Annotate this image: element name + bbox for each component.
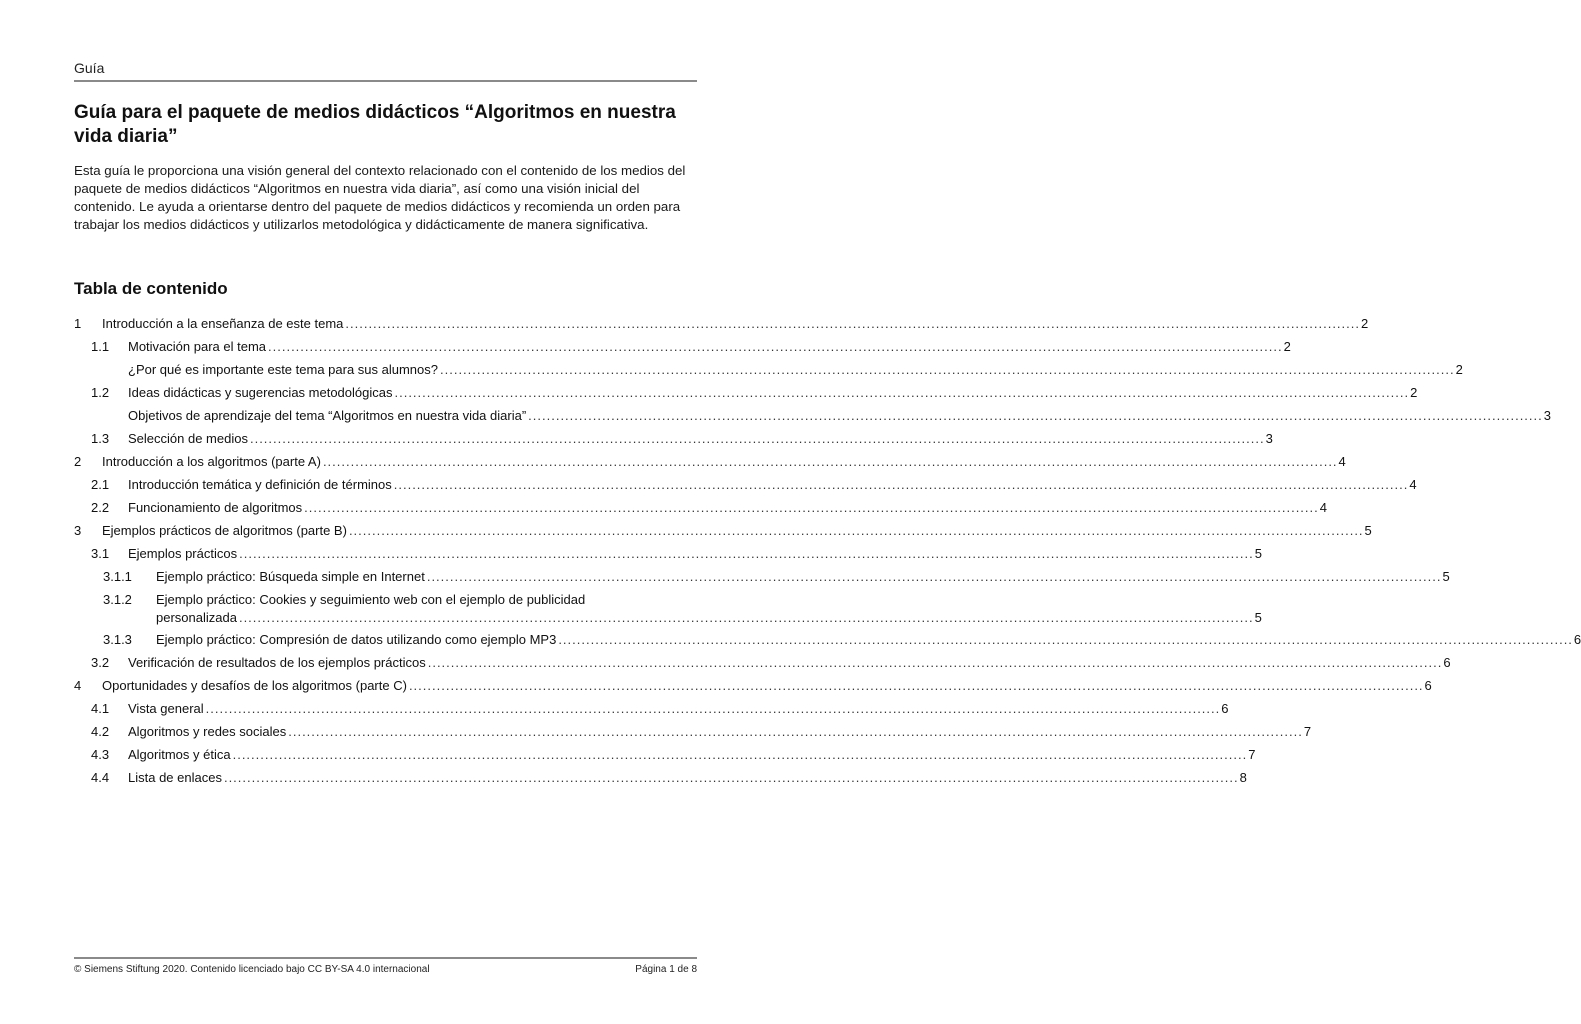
toc-entry-number: 3 bbox=[74, 523, 82, 538]
toc-dot-leader: ............................................................................................................................................................................................................................ bbox=[426, 569, 1442, 584]
toc-dot-leader: ............................................................................................................................................................................................................................ bbox=[528, 408, 1543, 423]
toc-entry[interactable] bbox=[74, 677, 1432, 695]
toc-entry-page: 8 bbox=[1239, 770, 1247, 785]
toc-entry[interactable] bbox=[74, 631, 1581, 649]
toc-dot-leader: ............................................................................................................................................................................................................................ bbox=[440, 362, 1455, 377]
toc-entry[interactable] bbox=[74, 384, 1418, 402]
toc-dot-leader: ............................................................................................................................................................................................................................ bbox=[408, 678, 1424, 693]
toc-entry[interactable] bbox=[74, 769, 1247, 787]
toc-entry[interactable] bbox=[74, 522, 1372, 540]
toc-entry-title: Introducción a la enseñanza de este tema bbox=[102, 316, 344, 331]
toc-entry[interactable] bbox=[74, 407, 1551, 425]
toc-dot-leader: ............................................................................................................................................................................................................................ bbox=[232, 747, 1248, 762]
toc-entry-page: 6 bbox=[1573, 632, 1581, 647]
toc-entry-title: Ejemplo práctico: Búsqueda simple en Internet bbox=[156, 569, 425, 584]
toc-entry-page: 7 bbox=[1248, 747, 1256, 762]
toc-entry-number: 2.1 bbox=[91, 477, 110, 492]
toc-entry[interactable] bbox=[74, 723, 1312, 741]
toc-entry-page: 5 bbox=[1364, 523, 1372, 538]
toc-entry-page: 5 bbox=[1254, 546, 1262, 561]
footer-page-number: Página 1 de 8 bbox=[635, 964, 697, 975]
toc-entry-title: Ideas didácticas y sugerencias metodológicas bbox=[128, 385, 393, 400]
header-divider bbox=[74, 80, 697, 82]
toc-entry-number: 4 bbox=[74, 678, 82, 693]
toc-entry-title: Funcionamiento de algoritmos bbox=[128, 500, 303, 515]
toc-entry-number: 3.2 bbox=[91, 655, 110, 670]
toc-entry-title: Oportunidades y desafíos de los algoritmos (parte C) bbox=[102, 678, 407, 693]
toc-entry-title-continued: personalizada bbox=[156, 610, 237, 625]
toc-entry-title: ¿Por qué es importante este tema para sus alumnos? bbox=[128, 362, 438, 377]
toc-dot-leader: ............................................................................................................................................................................................................................ bbox=[223, 770, 1239, 785]
toc-entry[interactable] bbox=[74, 700, 1229, 718]
toc-entry-page: 3 bbox=[1265, 431, 1273, 446]
toc-entry-title: Verificación de resultados de los ejemplos prácticos bbox=[128, 655, 426, 670]
toc-dot-leader: ............................................................................................................................................................................................................................ bbox=[345, 316, 1360, 331]
toc-entry-page: 2 bbox=[1410, 385, 1418, 400]
footer-license: © Siemens Stiftung 2020. Contenido licenciado bajo CC BY-SA 4.0 internacional bbox=[74, 964, 430, 975]
toc-entry-title: Ejemplo práctico: Cookies y seguimiento web con el ejemplo de publicidad bbox=[156, 592, 586, 607]
toc-dot-leader: ............................................................................................................................................................................................................................ bbox=[239, 546, 1254, 561]
toc-entry[interactable] bbox=[74, 361, 1463, 379]
toc-entry[interactable] bbox=[74, 453, 1346, 471]
toc-entry-page: 4 bbox=[1409, 477, 1417, 492]
toc-entry-number: 1 bbox=[74, 316, 82, 331]
toc-dot-leader: ............................................................................................................................................................................................................................ bbox=[249, 431, 1265, 446]
toc-entry-page: 6 bbox=[1424, 678, 1432, 693]
footer-divider bbox=[74, 957, 697, 959]
toc-entry-page: 6 bbox=[1221, 701, 1229, 716]
toc-entry-title: Ejemplo práctico: Compresión de datos utilizando como ejemplo MP3 bbox=[156, 632, 557, 647]
toc-entry-title: Vista general bbox=[128, 701, 204, 716]
toc-entry-number: 2 bbox=[74, 454, 82, 469]
document-title: Guía para el paquete de medios didácticos “Algoritmos en nuestra vida diaria” bbox=[74, 102, 676, 147]
toc-entry[interactable] bbox=[74, 338, 1291, 356]
toc-entry-page: 4 bbox=[1338, 454, 1346, 469]
toc-entry-page: 3 bbox=[1543, 408, 1551, 423]
toc-entry-number: 3.1.1 bbox=[103, 569, 132, 584]
toc-entry-title: Ejemplos prácticos bbox=[128, 546, 238, 561]
toc-dot-leader: ............................................................................................................................................................................................................................ bbox=[288, 724, 1303, 739]
toc-entry-page: 5 bbox=[1254, 610, 1262, 625]
toc-entry-title: Algoritmos y redes sociales bbox=[128, 724, 287, 739]
toc-entry-number: 4.2 bbox=[91, 724, 110, 739]
toc-entry-title: Introducción temática y definición de términos bbox=[128, 477, 392, 492]
toc-entry-title: Motivación para el tema bbox=[128, 339, 267, 354]
toc-entry-number: 3.1.3 bbox=[103, 632, 132, 647]
toc-dot-leader: ............................................................................................................................................................................................................................ bbox=[427, 655, 1443, 670]
toc-entry[interactable] bbox=[74, 591, 1262, 627]
toc-entry-page: 2 bbox=[1283, 339, 1291, 354]
toc-entry-number: 3.1 bbox=[91, 546, 110, 561]
toc-entry-title: Algoritmos y ética bbox=[128, 747, 231, 762]
toc-entry-number: 4.3 bbox=[91, 747, 110, 762]
toc-entry[interactable] bbox=[74, 315, 1369, 333]
toc-entry-number: 4.4 bbox=[91, 770, 110, 785]
toc-entry-title: Selección de medios bbox=[128, 431, 248, 446]
toc-entry[interactable] bbox=[74, 568, 1450, 586]
toc-dot-leader: ............................................................................................................................................................................................................................ bbox=[394, 385, 1410, 400]
toc-entry-number: 4.1 bbox=[91, 701, 110, 716]
header-label: Guía bbox=[74, 60, 105, 76]
toc-entry-title: Lista de enlaces bbox=[128, 770, 222, 785]
toc-entry-title: Objetivos de aprendizaje del tema “Algoritmos en nuestra vida diaria” bbox=[128, 408, 527, 423]
toc-dot-leader: ............................................................................................................................................................................................................................ bbox=[238, 610, 1254, 625]
toc-entry-page: 6 bbox=[1443, 655, 1451, 670]
toc-entry[interactable] bbox=[74, 654, 1451, 672]
toc-dot-leader: ............................................................................................................................................................................................................................ bbox=[558, 632, 1573, 647]
toc-entry[interactable] bbox=[74, 545, 1262, 563]
toc-entry-page: 4 bbox=[1319, 500, 1327, 515]
toc-entry[interactable] bbox=[74, 476, 1417, 494]
toc-dot-leader: ............................................................................................................................................................................................................................ bbox=[348, 523, 1364, 538]
toc-entry[interactable] bbox=[74, 746, 1256, 764]
toc-entry-title: Introducción a los algoritmos (parte A) bbox=[102, 454, 321, 469]
toc-entry[interactable] bbox=[74, 430, 1273, 448]
toc-dot-leader: ............................................................................................................................................................................................................................ bbox=[322, 454, 1338, 469]
toc-entry[interactable] bbox=[74, 499, 1327, 517]
toc-dot-leader: ............................................................................................................................................................................................................................ bbox=[205, 701, 1221, 716]
toc-entry-number: 1.2 bbox=[91, 385, 110, 400]
intro-paragraph: Esta guía le proporciona una visión general del contexto relacionado con el contenido de los medios del paquete de medios didácticos “Algoritmos en nuestra vida diaria”, así como una visión inicial del contenido. Le ayuda a orientarse dentro del paquete de medios didácticos y recomienda un orden para trabajar los medios didácticos y utilizarlos metodológica y didácticamente de manera significativa. bbox=[74, 163, 686, 232]
toc-entry-number: 1.1 bbox=[91, 339, 110, 354]
toc-entry-number: 3.1.2 bbox=[103, 592, 132, 607]
toc-entry-page: 2 bbox=[1361, 316, 1369, 331]
toc-dot-leader: ............................................................................................................................................................................................................................ bbox=[304, 500, 1319, 515]
toc-entry-number: 1.3 bbox=[91, 431, 110, 446]
toc-entry-title: Ejemplos prácticos de algoritmos (parte B) bbox=[102, 523, 347, 538]
toc-dot-leader: ............................................................................................................................................................................................................................ bbox=[268, 339, 1283, 354]
toc-entry-page: 2 bbox=[1455, 362, 1463, 377]
toc-entry-page: 5 bbox=[1442, 569, 1450, 584]
toc-heading: Tabla de contenido bbox=[74, 279, 228, 298]
toc-dot-leader: ............................................................................................................................................................................................................................ bbox=[393, 477, 1409, 492]
toc-entry-number: 2.2 bbox=[91, 500, 110, 515]
toc-entry-page: 7 bbox=[1303, 724, 1312, 739]
